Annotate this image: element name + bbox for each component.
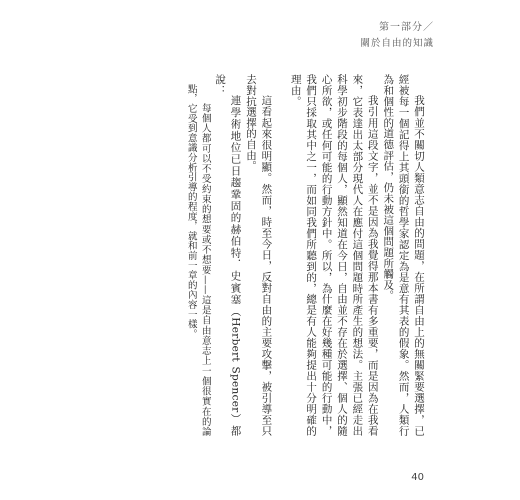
paragraph-3: 這看起來很明顯。然而，時至今日，反對自由的主要攻擊，被引導至只去對抗選擇的自由。 xyxy=(244,74,273,436)
paragraph-2: 我引用這段文字，並不是因為我覺得那本書有多重要，而是因為在我看來，它表達出太部分現代人在應付這個問題時所產生的想法。主張已經走出科學初步階段的每個人，顯然知道在今日，自由並不存在於選擇、個人的隨心所欲，或任何可能的行動方針中。所以，為什麼在好幾種可能的行動中，我們只採取其中之一，而如同我們所聽到的，總是有人能夠提出十分明確的理由。 xyxy=(289,74,379,436)
header-title: 關於自由的知識 xyxy=(360,38,434,49)
paragraph-1: 我們並不關切人類意志自由的問題，在所謂自由上的無關緊要選擇，已經被每一個記得上其頭銜的哲學家認定為是意有其表的假象。然而，人類行為和個性的道德評估，仍未被這個問題所觸及。 xyxy=(382,74,425,436)
running-header xyxy=(360,18,434,49)
page-number: 40 xyxy=(411,472,424,483)
paragraph-4: 連學術地位已日趨鞏固的赫伯特．史賓塞（Herbert Spencer）都說： xyxy=(214,74,242,436)
header-part: 第一部分／ xyxy=(379,22,434,33)
body-text xyxy=(126,74,426,436)
quote-paragraph: 每個人都可以不受約束的想要或不想要——這是自由意志上一個很實在的論點，它受到意識分析引導的程度，就和前一章的內容一樣。 xyxy=(185,83,211,436)
